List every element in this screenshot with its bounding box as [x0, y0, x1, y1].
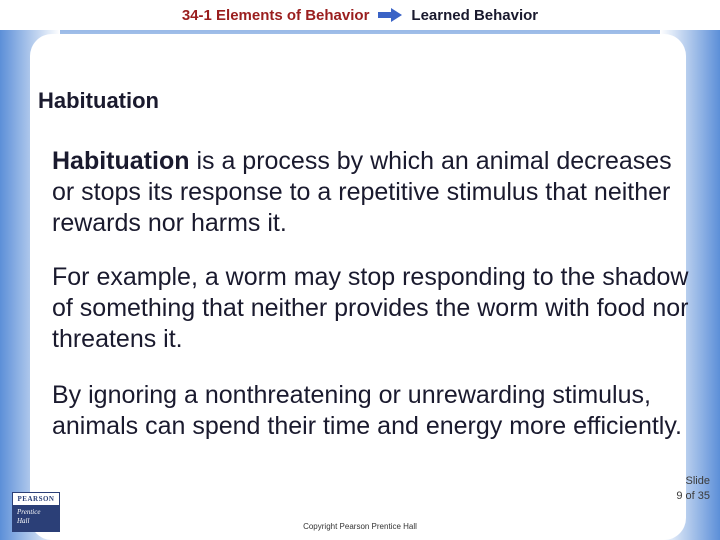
slide-number [676, 474, 710, 504]
paragraph-example: For example, a worm may stop responding to the shadow of something that neither provides the worm with food nor threatens it. [52, 263, 689, 353]
slide-number-value: 9 of 35 [676, 490, 710, 502]
definition-text: is a process by which an animal decreases or stops its response to a repetitive stimulus that neither rewards nor harms it. [52, 147, 672, 237]
logo-top-text: PEARSON [13, 493, 59, 505]
paragraph-definition [52, 146, 692, 239]
slide-header [0, 0, 720, 30]
paragraph-benefit: By ignoring a nonthreatening or unrewarding stimulus, animals can spend their time and energy more efficiently. [52, 381, 682, 440]
key-term: Habituation [52, 147, 190, 175]
header-topic-label: Learned Behavior [411, 6, 539, 24]
slide-title: Habituation [38, 88, 159, 113]
right-arrow-icon [377, 8, 403, 22]
logo-line-1: Prentice [17, 508, 41, 516]
copyright-notice: Copyright Pearson Prentice Hall [303, 522, 417, 531]
header-section-label: 34-1 Elements of Behavior [181, 6, 370, 24]
logo-line-2: Hall [17, 517, 30, 525]
slide-number-label: Slide [685, 475, 710, 487]
